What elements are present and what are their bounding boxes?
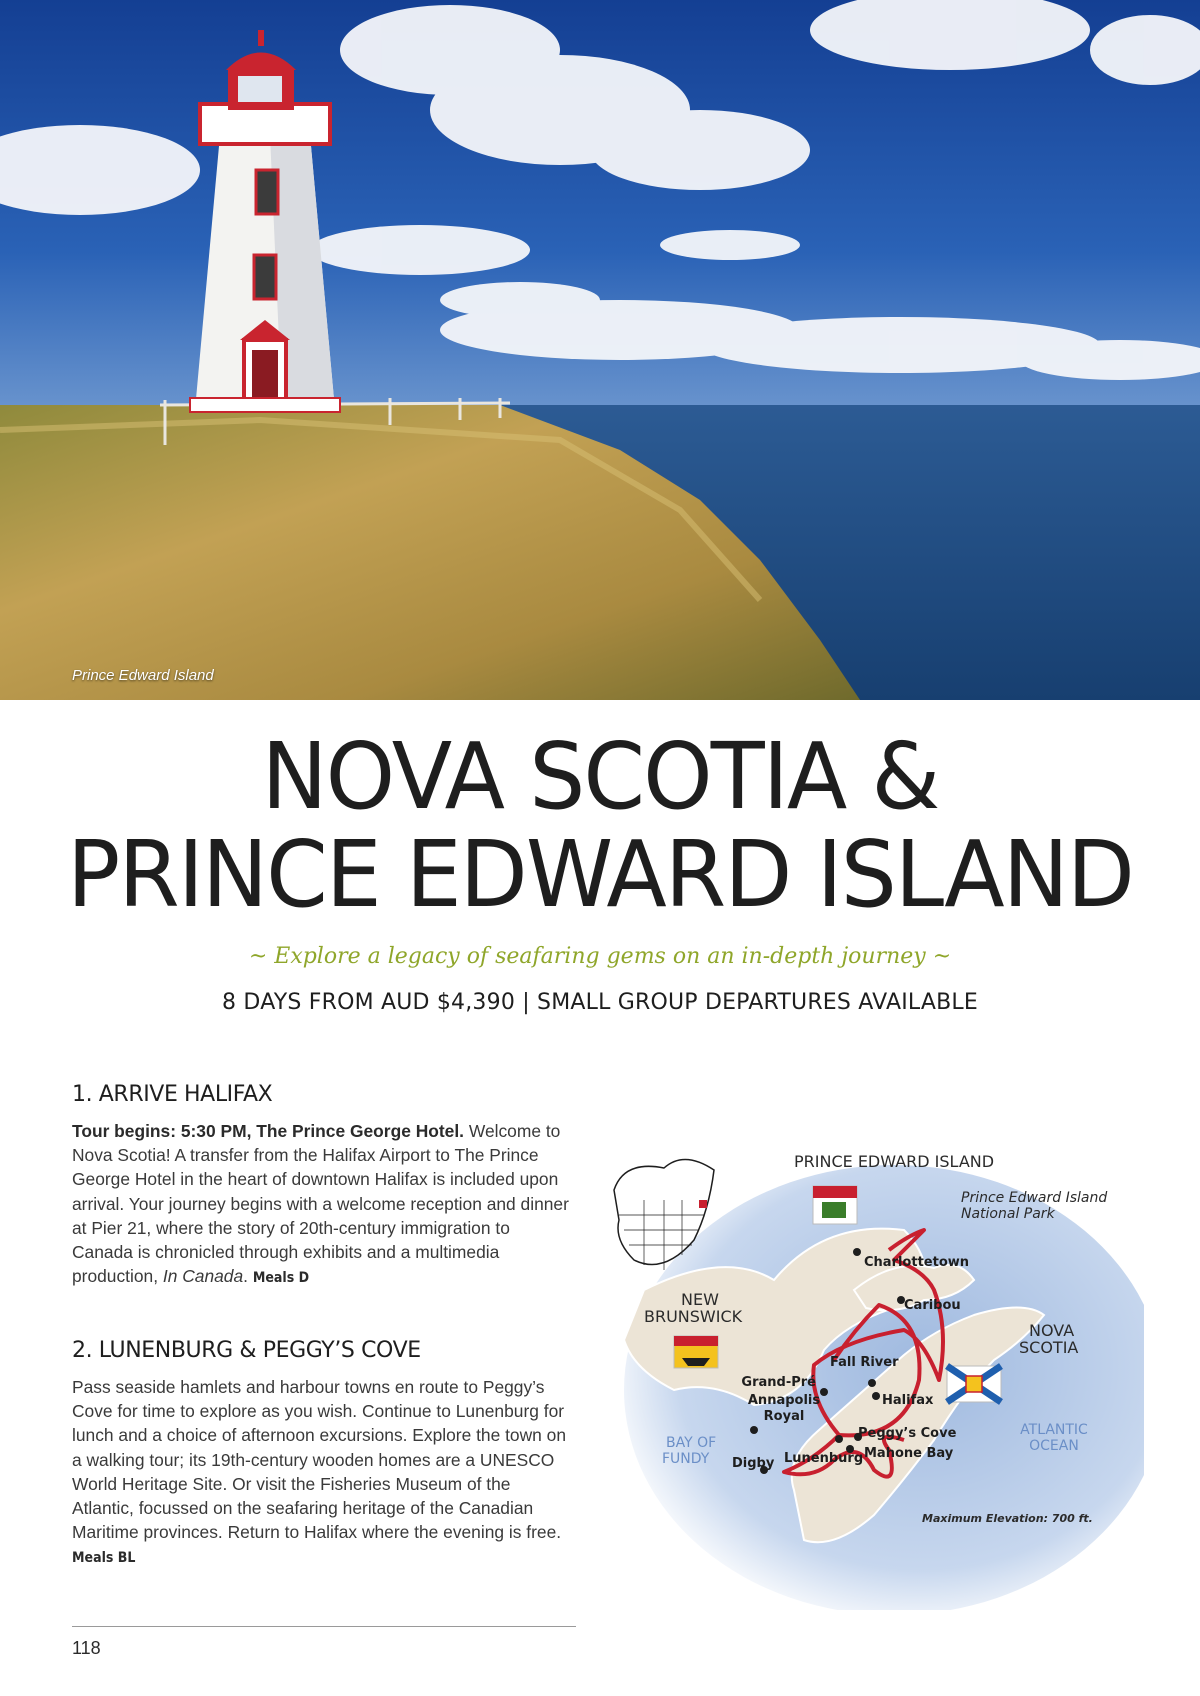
label-nb-2: BRUNSWICK	[644, 1307, 743, 1326]
day-2-description	[72, 1375, 572, 1571]
title-line-1: NOVA SCOTIA &	[261, 723, 939, 830]
label-atlantic-1: ATLANTIC	[1020, 1422, 1088, 1438]
label-park-1: Prince Edward Island	[961, 1190, 1108, 1206]
route-map	[604, 1140, 1144, 1610]
label-mahone-bay: Mahone Bay	[864, 1446, 954, 1461]
nova-scotia-flag	[947, 1366, 1001, 1402]
day-2-heading: 2. LUNENBURG & PEGGY’S COVE	[72, 1338, 421, 1363]
label-nb-1: NEW	[681, 1290, 719, 1309]
day-2-text: Pass seaside hamlets and harbour towns en route to Peggy’s Cove for time to explore as you wish. Continue to Lunenburg for lunch and a choice of afternoon excursions. Explore the town on a walking tour; its 19th-century wooden homes are a UNESCO World Heritage Site. Or visit the Fisheries Museum of the Atlantic, focussed on the seafaring heritage of the Canadian Maritime provinces. Return to Halifax where the evening is free.	[72, 1377, 567, 1543]
page-title	[24, 723, 1176, 928]
label-ns-2: SCOTIA	[1019, 1338, 1079, 1357]
footer-rule	[72, 1626, 576, 1627]
label-charlottetown: Charlottetown	[864, 1255, 970, 1270]
page-number: 118	[72, 1638, 101, 1658]
label-ns-1: NOVA	[1029, 1321, 1075, 1340]
label-halifax: Halifax	[882, 1393, 934, 1408]
day-1-meals: Meals D	[252, 1270, 310, 1287]
label-lunenburg: Lunenburg	[784, 1451, 864, 1466]
lighthouse-photo	[0, 0, 1200, 700]
label-caribou: Caribou	[904, 1298, 961, 1313]
new-brunswick-flag	[674, 1336, 718, 1368]
label-pei: PRINCE EDWARD ISLAND	[794, 1152, 995, 1171]
label-grand-pre: Grand-Pré	[741, 1375, 816, 1390]
label-fundy-1: BAY OF	[666, 1435, 717, 1451]
photo-caption: Prince Edward Island	[72, 667, 214, 684]
label-fall-river: Fall River	[830, 1355, 899, 1370]
day-1-tail: .	[243, 1266, 253, 1287]
price-line: 8 DAYS FROM AUD $4,390 | SMALL GROUP DEPARTURES AVAILABLE	[222, 990, 978, 1015]
day-1-heading: 1. ARRIVE HALIFAX	[72, 1082, 273, 1107]
day-1-italic: In Canada	[162, 1266, 244, 1287]
hero-photo	[0, 0, 1200, 700]
day-1-text: Welcome to Nova Scotia! A transfer from the Halifax Airport to The Prince George Hotel in the heart of downtown Halifax is included upon arrival. Your journey begins with a welcome reception and dinner at Pier 21, where the story of 20th-century immigration to Canada is chronicled through exhibits and a multimedia production,	[72, 1121, 569, 1287]
label-annapolis-2: Royal	[763, 1409, 805, 1424]
label-digby: Digby	[732, 1456, 775, 1471]
day-1-lead: Tour begins: 5:30 PM, The Prince George Hotel.	[72, 1121, 465, 1141]
label-elevation: Maximum Elevation: 700 ft.	[922, 1512, 1093, 1525]
pei-flag	[813, 1186, 857, 1224]
day-1-description	[72, 1119, 572, 1290]
day-2-meals: Meals BL	[72, 1550, 136, 1567]
label-annapolis-1: Annapolis	[747, 1393, 821, 1408]
title-line-2: PRINCE EDWARD ISLAND	[67, 821, 1133, 928]
label-peggys-cove: Peggy’s Cove	[858, 1426, 957, 1441]
label-atlantic-2: OCEAN	[1029, 1438, 1079, 1454]
tagline: ~ Explore a legacy of seafaring gems on an in-depth journey ~	[248, 944, 952, 969]
label-fundy-2: FUNDY	[662, 1451, 710, 1467]
label-park-2: National Park	[961, 1206, 1055, 1222]
